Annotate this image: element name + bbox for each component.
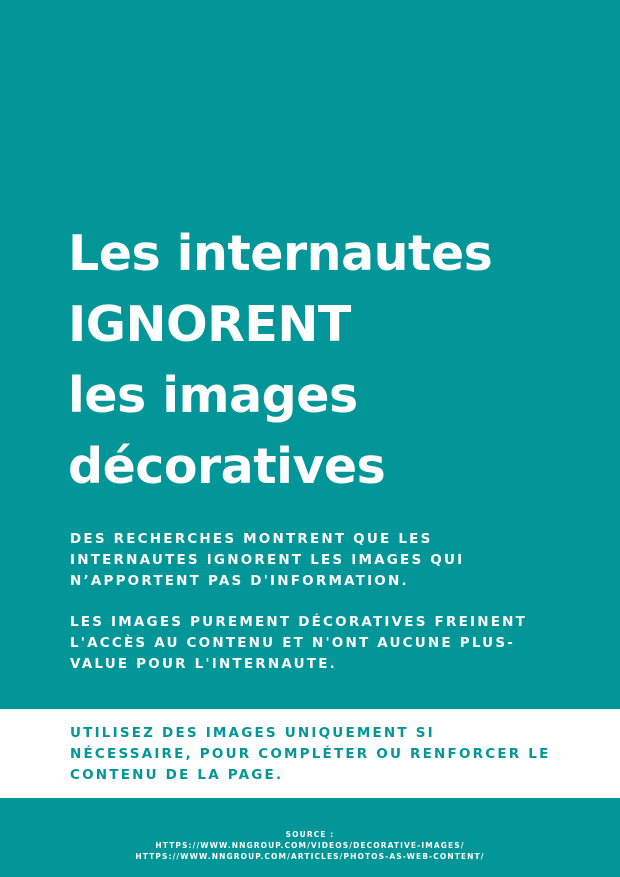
callout-text xyxy=(70,723,610,786)
callout-line: UTILISEZ DES IMAGES UNIQUEMENT SI xyxy=(70,725,435,741)
source-url: HTTPS://WWW.NNGROUP.COM/ARTICLES/PHOTOS-AS-WEB-CONTENT/ xyxy=(135,852,485,861)
paragraph-line: VALUE POUR L'INTERNAUTE. xyxy=(70,656,337,672)
decorative-images-paragraph xyxy=(70,612,550,675)
title-line: les images xyxy=(68,367,358,424)
paragraph-line: N’APPORTENT PAS D'INFORMATION. xyxy=(70,573,409,589)
paragraph-line: DES RECHERCHES MONTRENT QUE LES xyxy=(70,531,433,547)
page-title xyxy=(68,218,588,502)
source-footer xyxy=(0,829,620,862)
source-label: SOURCE : xyxy=(285,830,335,839)
title-line: décoratives xyxy=(68,438,386,495)
title-line: Les internautes xyxy=(68,225,493,282)
research-paragraph xyxy=(70,529,550,592)
title-line: IGNORENT xyxy=(68,296,351,353)
callout-line: CONTENU DE LA PAGE. xyxy=(70,767,284,783)
paragraph-line: LES IMAGES PUREMENT DÉCORATIVES FREINENT xyxy=(70,614,528,630)
paragraph-line: INTERNAUTES IGNORENT LES IMAGES QUI xyxy=(70,552,465,568)
source-url: HTTPS://WWW.NNGROUP.COM/VIDEOS/DECORATIVE-IMAGES/ xyxy=(155,841,465,850)
paragraph-line: L'ACCÈS AU CONTENU ET N'ONT AUCUNE PLUS- xyxy=(70,635,516,651)
callout-band xyxy=(0,709,620,798)
callout-line: NÉCESSAIRE, POUR COMPLÉTER OU RENFORCER LE xyxy=(70,746,551,762)
